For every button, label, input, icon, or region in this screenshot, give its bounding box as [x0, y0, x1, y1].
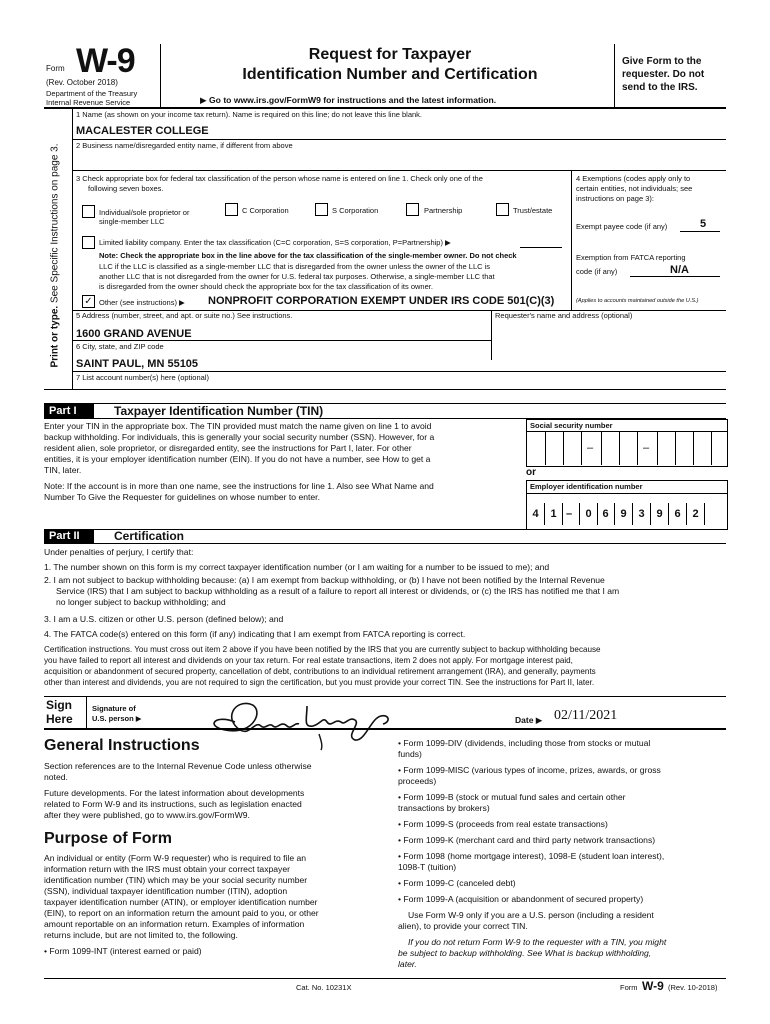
- part1-p3: resident alien, sole proprietor, or disregarded entity, see the instructions for Part I, later. For other: [44, 443, 412, 453]
- form-word: Form: [46, 64, 65, 73]
- list-7: • Form 1099-C (canceled debt): [398, 878, 516, 888]
- signature-label-a: Signature of: [92, 704, 136, 713]
- cert-item-4: 4. The FATCA code(s) entered on this form (if any) indicating that I am exempt from FATCA reporting is correct.: [44, 629, 466, 639]
- purpose-9: • Form 1099-INT (interest earned or paid): [44, 946, 202, 956]
- opt-other: Other (see instructions) ▶: [99, 298, 185, 307]
- list-1b: funds): [398, 749, 422, 759]
- part2-title: Certification: [114, 529, 185, 543]
- sign-label: Sign: [46, 698, 72, 712]
- date-field[interactable]: 02/11/2021: [554, 708, 618, 723]
- ein-digit: 6: [597, 503, 615, 525]
- list-5: • Form 1099-K (merchant card and third party network transactions): [398, 835, 656, 845]
- exemptions-a: 4 Exemptions (codes apply only to: [576, 174, 691, 183]
- part1-p1: Enter your TIN in the appropriate box. The TIN provided must match the name given on line 1 to avoid: [44, 421, 432, 431]
- purpose-8: returns include, but are not limited to, the following.: [44, 930, 238, 940]
- cert-instr-3: acquisition or abandonment of secured property, cancellation of debt, contributions to an individual retirement arrangement (IRA), and generally, payments: [44, 667, 596, 676]
- ein-digit: 0: [579, 503, 598, 525]
- part1-note-1: Note: If the account is in more than one name, see the instructions for line 1. Also see What Name and: [44, 481, 434, 491]
- exemptions-b: certain entities, not individuals; see: [576, 184, 693, 193]
- list-10a: If you do not return Form W-9 to the requester with a TIN, you might: [408, 937, 667, 947]
- ein-digit: 3: [633, 503, 651, 525]
- list-4: • Form 1099-S (proceeds from real estate transactions): [398, 819, 608, 829]
- purpose-heading: Purpose of Form: [44, 830, 173, 847]
- give-form-3: send to the IRS.: [622, 82, 698, 93]
- cert-instr-1: Certification instructions. You must cross out item 2 above if you have been notified by the IRS that you are currently subject to backup withholding because: [44, 645, 601, 654]
- title-line-1: Request for Taxpayer: [308, 46, 472, 63]
- line3-label-b: following seven boxes.: [88, 184, 164, 193]
- signature-image[interactable]: [195, 696, 395, 752]
- fatca-a: Exemption from FATCA reporting: [576, 253, 686, 262]
- list-2a: • Form 1099-MISC (various types of income, prizes, awards, or gross: [398, 765, 661, 775]
- exempt-payee-field[interactable]: 5: [700, 218, 707, 230]
- list-3a: • Form 1099-B (stock or mutual fund sales and certain other: [398, 792, 626, 802]
- list-8: • Form 1099-A (acquisition or abandonment of secured property): [398, 894, 644, 904]
- list-9a: Use Form W-9 only if you are a U.S. person (including a resident: [408, 910, 654, 920]
- general-instructions-heading: General Instructions: [44, 737, 200, 754]
- ssn-dash-1: –: [587, 442, 594, 454]
- opt-llc: Limited liability company. Enter the tax classification (C=C corporation, S=S corporation, P=Partnership) ▶: [99, 238, 451, 247]
- catalog-number: Cat. No. 10231X: [296, 983, 352, 992]
- purpose-6: (EIN), to report on an information return the amount paid to you, or other: [44, 908, 319, 918]
- opt-s-corp: S Corporation: [332, 206, 379, 215]
- footer-rev: (Rev. 10-2018): [668, 983, 718, 992]
- ein-digit: 2: [687, 503, 705, 525]
- checkbox-individual[interactable]: [82, 205, 95, 218]
- checkbox-trust[interactable]: [496, 203, 509, 216]
- checkbox-other[interactable]: ✓: [82, 295, 95, 308]
- line6-label: 6 City, state, and ZIP code: [76, 342, 164, 351]
- instructions-link[interactable]: ▶ Go to www.irs.gov/FormW9 for instructions and the latest information.: [200, 95, 497, 105]
- purpose-7: amount reportable on an information return. Examples of information: [44, 919, 305, 929]
- exempt-payee-label: Exempt payee code (if any): [576, 222, 668, 231]
- opt-trust: Trust/estate: [513, 206, 553, 215]
- side-label-a: Print or type.: [49, 305, 61, 368]
- address-field[interactable]: 1600 GRAND AVENUE: [76, 328, 192, 340]
- purpose-5: taxpayer identification number (ATIN), or employer identification number: [44, 897, 318, 907]
- opt-c-corp: C Corporation: [242, 206, 289, 215]
- requester-label: Requester's name and address (optional): [495, 311, 633, 320]
- line2-label: 2 Business name/disregarded entity name, if different from above: [76, 141, 293, 150]
- here-label: Here: [46, 712, 73, 726]
- checkbox-llc[interactable]: [82, 236, 95, 249]
- checkbox-c-corp[interactable]: [225, 203, 238, 216]
- name-field[interactable]: MACALESTER COLLEGE: [76, 125, 209, 137]
- part2-tag: Part II: [44, 529, 94, 543]
- department: Department of the Treasury: [46, 89, 138, 98]
- opt-individual-a: Individual/sole proprietor or: [99, 208, 190, 217]
- city-field[interactable]: SAINT PAUL, MN 55105: [76, 358, 199, 370]
- part1-tag: Part I: [44, 404, 94, 418]
- footer-form-word: Form: [620, 983, 638, 992]
- part1-p4: entities, it is your employer identification number (EIN). If you do not have a number, see How to get a: [44, 454, 431, 464]
- opt-individual-b: single-member LLC: [99, 217, 165, 226]
- signature-label-b: U.S. person ▶: [92, 714, 142, 723]
- cert-item-2a: 2. I am not subject to backup withholding because: (a) I am exempt from backup withholding, or (b) I have not been notified by the Internal Revenue: [44, 575, 605, 585]
- note-3: another LLC that is not disregarded from the owner for U.S. federal tax purposes. Otherwise, a single-member LLC that: [99, 272, 495, 281]
- give-form-2: requester. Do not: [622, 69, 705, 80]
- form-number: W-9: [76, 42, 135, 80]
- part1-p5: TIN, later.: [44, 465, 82, 475]
- list-1a: • Form 1099-DIV (dividends, including those from stocks or mutual: [398, 738, 651, 748]
- part1-note-2: Number To Give the Requester for guidelines on whose number to enter.: [44, 492, 320, 502]
- purpose-1: An individual or entity (Form W-9 requester) who is required to file an: [44, 853, 307, 863]
- cert-item-1: 1. The number shown on this form is my correct taxpayer identification number (or I am waiting for a number to be issued to me); and: [44, 562, 550, 572]
- ein-dash: –: [566, 508, 573, 520]
- ein-digit: 4: [527, 503, 545, 525]
- fatca-field[interactable]: N/A: [670, 264, 689, 276]
- checkbox-partnership[interactable]: [406, 203, 419, 216]
- list-10c: later.: [398, 959, 417, 969]
- future-dev-1: Future developments. For the latest information about developments: [44, 788, 305, 798]
- footer-form-number: W-9: [642, 979, 664, 993]
- llc-class-field[interactable]: [520, 247, 562, 248]
- purpose-3: identification number (TIN) which may be your social security number: [44, 875, 308, 885]
- line1-label: 1 Name (as shown on your income tax return). Name is required on this line; do not leave this line blank.: [76, 110, 423, 119]
- part1-title: Taxpayer Identification Number (TIN): [114, 404, 324, 418]
- cert-instr-4: other than interest and dividends, you are not required to sign the certification, but you must provide your correct TIN. See the instructions for Part II, later.: [44, 678, 595, 687]
- exemptions-c: instructions on page 3):: [576, 194, 654, 203]
- ssn-dash-2: –: [643, 442, 650, 454]
- ein-digit: 9: [651, 503, 669, 525]
- part1-p2: backup withholding. For individuals, this is generally your social security number (SSN). However, for a: [44, 432, 435, 442]
- date-label: Date ▶: [515, 715, 543, 725]
- title-line-2: Identification Number and Certification: [242, 66, 538, 83]
- ein-label: Employer identification number: [530, 482, 643, 491]
- gen-p1: Section references are to the Internal Revenue Code unless otherwise: [44, 761, 312, 771]
- side-label-b: See Specific Instructions on page 3.: [49, 143, 61, 304]
- ein-box[interactable]: [526, 480, 728, 530]
- future-dev-2: related to Form W-9 and its instructions, such as legislation enacted: [44, 799, 302, 809]
- note-1: Note: Check the appropriate box in the line above for the tax classification of the single-member owner. Do not check: [99, 251, 517, 260]
- list-2b: proceeds): [398, 776, 437, 786]
- gen-p2: noted.: [44, 772, 68, 782]
- other-field[interactable]: NONPROFIT CORPORATION EXEMPT UNDER IRS CODE 501(C)(3): [208, 295, 555, 307]
- note-4: is disregarded from the owner should check the appropriate box for the tax classification of its owner.: [99, 282, 433, 291]
- future-dev-3: after they were published, go to www.irs.gov/FormW9.: [44, 810, 250, 820]
- purpose-2: information return with the IRS must obtain your correct taxpayer: [44, 864, 290, 874]
- list-10b: be subject to backup withholding. See What is backup withholding,: [398, 948, 652, 958]
- list-9b: alien), to provide your correct TIN.: [398, 921, 528, 931]
- ssn-label: Social security number: [530, 421, 613, 430]
- ssn-box[interactable]: [526, 419, 728, 467]
- cert-item-3: 3. I am a U.S. citizen or other U.S. person (defined below); and: [44, 614, 284, 624]
- list-3b: transactions by brokers): [398, 803, 490, 813]
- note-2: LLC if the LLC is classified as a single-member LLC that is disregarded from the owner unless the owner of the LLC is: [99, 262, 491, 271]
- applies-note: (Applies to accounts maintained outside the U.S.): [576, 298, 699, 304]
- cert-intro: Under penalties of perjury, I certify that:: [44, 547, 194, 557]
- give-form-1: Give Form to the: [622, 56, 702, 67]
- opt-partnership: Partnership: [424, 206, 463, 215]
- or-label: or: [526, 467, 536, 478]
- cert-item-2b: Service (IRS) that I am subject to backup withholding as a result of a failure to report all interest or dividends, or (c) the IRS has notified me that I am: [56, 586, 620, 596]
- line7-label: 7 List account number(s) here (optional): [76, 373, 209, 382]
- line3-label-a: 3 Check appropriate box for federal tax classification of the person whose name is entered on line 1. Check only one of the: [76, 174, 483, 183]
- list-6a: • Form 1098 (home mortgage interest), 1098-E (student loan interest),: [398, 851, 665, 861]
- cert-item-2c: no longer subject to backup withholding; and: [56, 597, 226, 607]
- agency: Internal Revenue Service: [46, 98, 131, 107]
- ein-digit: 9: [615, 503, 633, 525]
- line5-label: 5 Address (number, street, and apt. or suite no.) See instructions.: [76, 311, 293, 320]
- ein-digit: 6: [669, 503, 687, 525]
- checkbox-s-corp[interactable]: [315, 203, 328, 216]
- list-6b: 1098-T (tuition): [398, 862, 457, 872]
- fatca-b: code (if any): [576, 267, 618, 276]
- side-label: [50, 116, 61, 396]
- revision: (Rev. October 2018): [46, 78, 118, 87]
- purpose-4: (SSN), individual taxpayer identification number (ITIN), adoption: [44, 886, 288, 896]
- cert-instr-2: you have failed to report all interest and dividends on your tax return. For real estate transactions, item 2 does not apply. For mortgage interest paid,: [44, 656, 573, 665]
- ein-digit: 1: [545, 503, 563, 525]
